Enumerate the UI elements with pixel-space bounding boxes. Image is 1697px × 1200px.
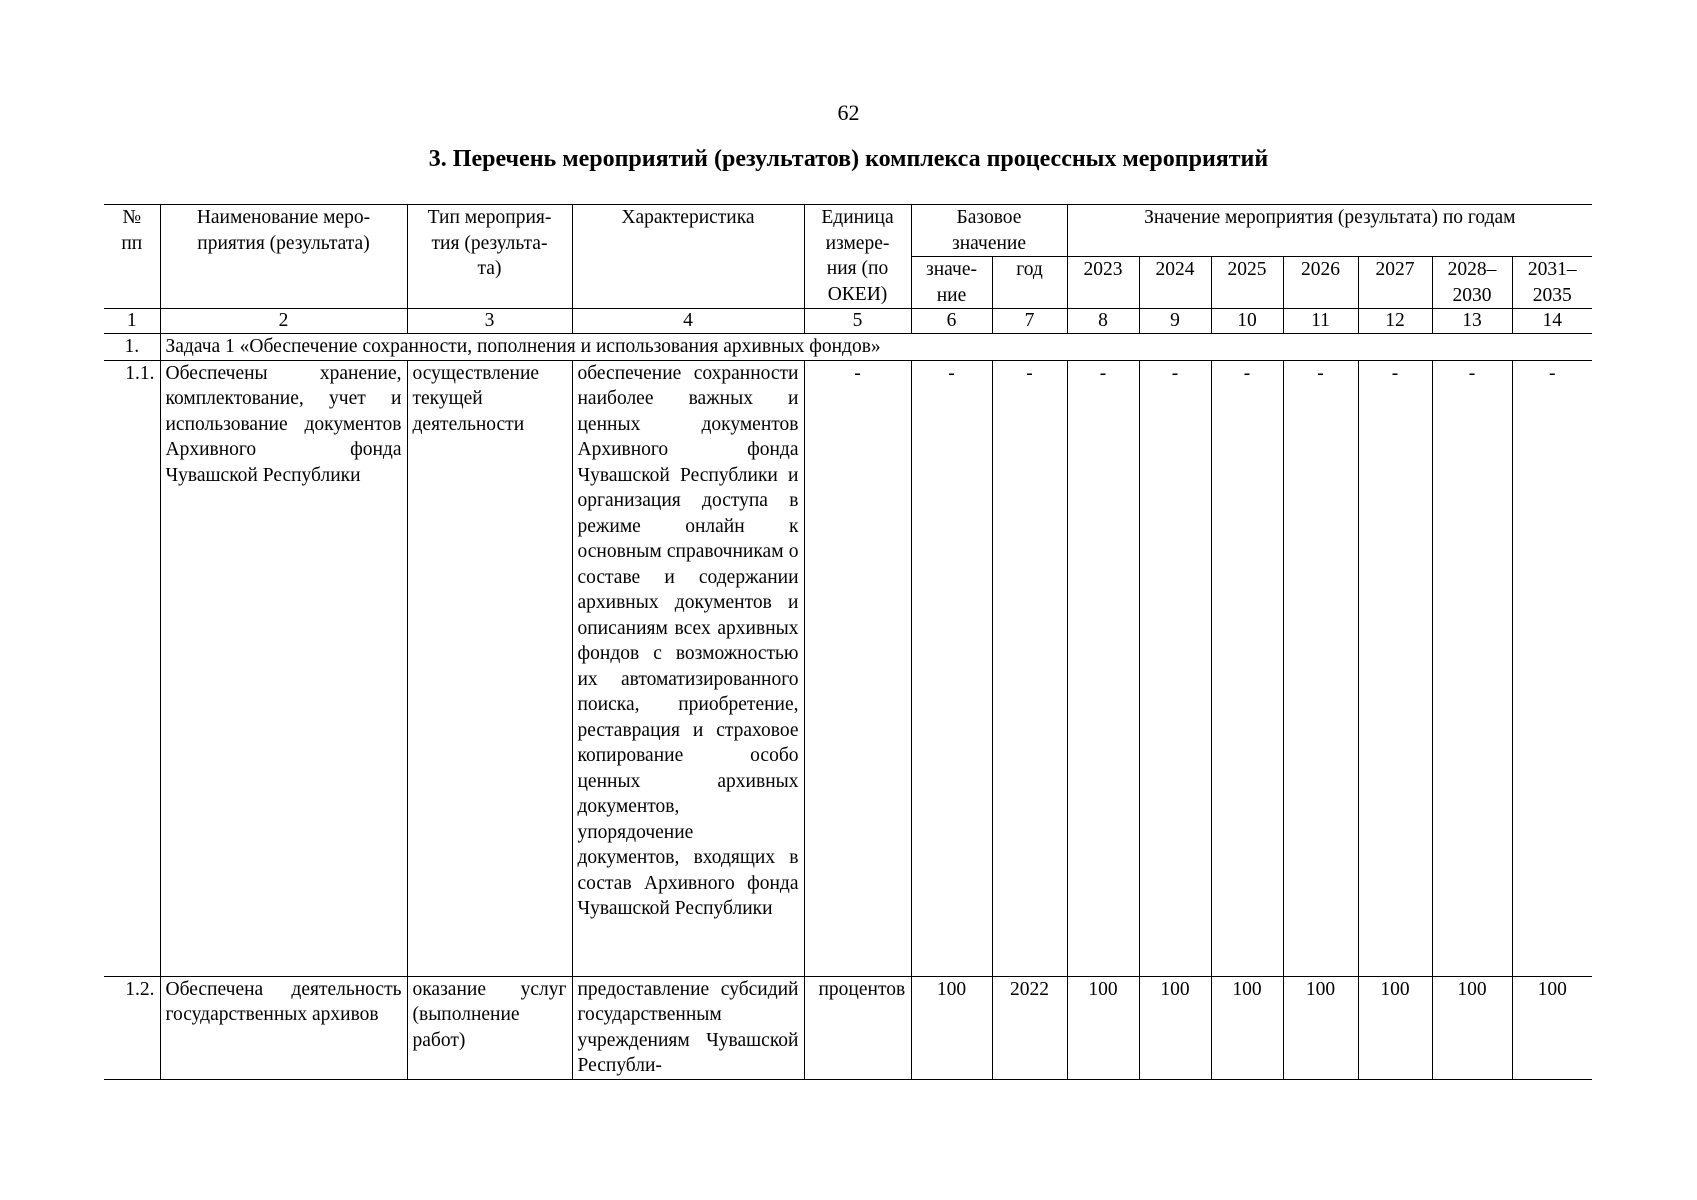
row-name: Обеспечены хранение, комплектование, учет и использование документов Архивного фонда Чувашской Республики xyxy=(160,360,407,976)
row-value-2023: - xyxy=(1067,360,1139,976)
header-years-group: Значение мероприятия (результата) по годам xyxy=(1067,205,1592,257)
row-value-2026: 100 xyxy=(1283,976,1358,1079)
header-year-2027: 2027 xyxy=(1358,257,1432,309)
header-year-2028-2030: 2028– 2030 xyxy=(1432,257,1512,309)
row-value-2027: - xyxy=(1358,360,1432,976)
row-value-2026: - xyxy=(1283,360,1358,976)
row-type: оказание услуг (выполнение работ) xyxy=(407,976,572,1079)
row-value-2027: 100 xyxy=(1358,976,1432,1079)
row-name: Обеспечена деятельность государственных архивов xyxy=(160,976,407,1079)
row-value-2025: - xyxy=(1211,360,1283,976)
row-base-value: 100 xyxy=(911,976,992,1079)
header-base-year: год xyxy=(992,257,1067,309)
column-number: 6 xyxy=(911,309,992,334)
row-value-2028-2030: - xyxy=(1432,360,1512,976)
header-name: Наименование меро- приятия (результата) xyxy=(160,205,407,309)
row-characteristic: предоставление субсидий государственным учреждениям Чувашской Республи- xyxy=(572,976,804,1079)
column-number: 1 xyxy=(104,309,160,334)
row-base-year: 2022 xyxy=(992,976,1067,1079)
column-number: 2 xyxy=(160,309,407,334)
header-base-value: значе- ние xyxy=(911,257,992,309)
header-type: Тип мероприя- тия (результа- та) xyxy=(407,205,572,309)
table-row xyxy=(104,976,1592,1079)
row-base-year: - xyxy=(992,360,1067,976)
row-unit: - xyxy=(804,360,911,976)
row-unit: процентов xyxy=(804,976,911,1079)
column-number: 5 xyxy=(804,309,911,334)
header-year-2023: 2023 xyxy=(1067,257,1139,309)
row-base-value: - xyxy=(911,360,992,976)
column-number: 12 xyxy=(1358,309,1432,334)
row-value-2023: 100 xyxy=(1067,976,1139,1079)
header-year-2026: 2026 xyxy=(1283,257,1358,309)
page-number: 62 xyxy=(837,100,860,125)
row-type: осуществление текущей деятельности xyxy=(407,360,572,976)
column-number: 4 xyxy=(572,309,804,334)
row-value-2031-2035: - xyxy=(1512,360,1592,976)
task-row xyxy=(104,334,1592,361)
header-characteristic: Характеристика xyxy=(572,205,804,309)
column-number: 10 xyxy=(1211,309,1283,334)
row-value-2028-2030: 100 xyxy=(1432,976,1512,1079)
header-num: № пп xyxy=(104,205,160,309)
column-number: 13 xyxy=(1432,309,1512,334)
task-num: 1. xyxy=(104,334,160,361)
row-value-2024: - xyxy=(1139,360,1211,976)
table-row xyxy=(104,360,1592,976)
task-text: Задача 1 «Обеспечение сохранности, пополнения и использования архивных фондов» xyxy=(160,334,1592,361)
row-value-2031-2035: 100 xyxy=(1512,976,1592,1079)
row-value-2025: 100 xyxy=(1211,976,1283,1079)
column-number: 3 xyxy=(407,309,572,334)
row-characteristic: обеспечение сохранности наиболее важных и ценных документов Архивного фонда Чувашской Республики и организация доступа в режиме онлайн к основным справочникам о составе и содержании архивных документов и описаниям всех архивных фондов с возможностью их автоматизированного поиска, приобретение, реставрация и страховое копирование особо ценных архивных документов, упорядочение документов, входящих в состав Архивного фонда Чувашской Республики xyxy=(572,360,804,976)
header-year-2031-2035: 2031– 2035 xyxy=(1512,257,1592,309)
column-number: 14 xyxy=(1512,309,1592,334)
header-year-2024: 2024 xyxy=(1139,257,1211,309)
column-number: 7 xyxy=(992,309,1067,334)
header-base: Базовое значение xyxy=(911,205,1067,257)
column-number: 11 xyxy=(1283,309,1358,334)
column-number: 8 xyxy=(1067,309,1139,334)
column-number: 9 xyxy=(1139,309,1211,334)
row-value-2024: 100 xyxy=(1139,976,1211,1079)
row-num: 1.2. xyxy=(104,976,160,1079)
header-unit: Единица измере- ния (по ОКЕИ) xyxy=(804,205,911,309)
column-number-row xyxy=(104,309,1592,334)
row-num: 1.1. xyxy=(104,360,160,976)
activities-table xyxy=(104,204,1592,1080)
section-title: 3. Перечень мероприятий (результатов) комплекса процессных мероприятий xyxy=(428,146,1269,172)
header-year-2025: 2025 xyxy=(1211,257,1283,309)
